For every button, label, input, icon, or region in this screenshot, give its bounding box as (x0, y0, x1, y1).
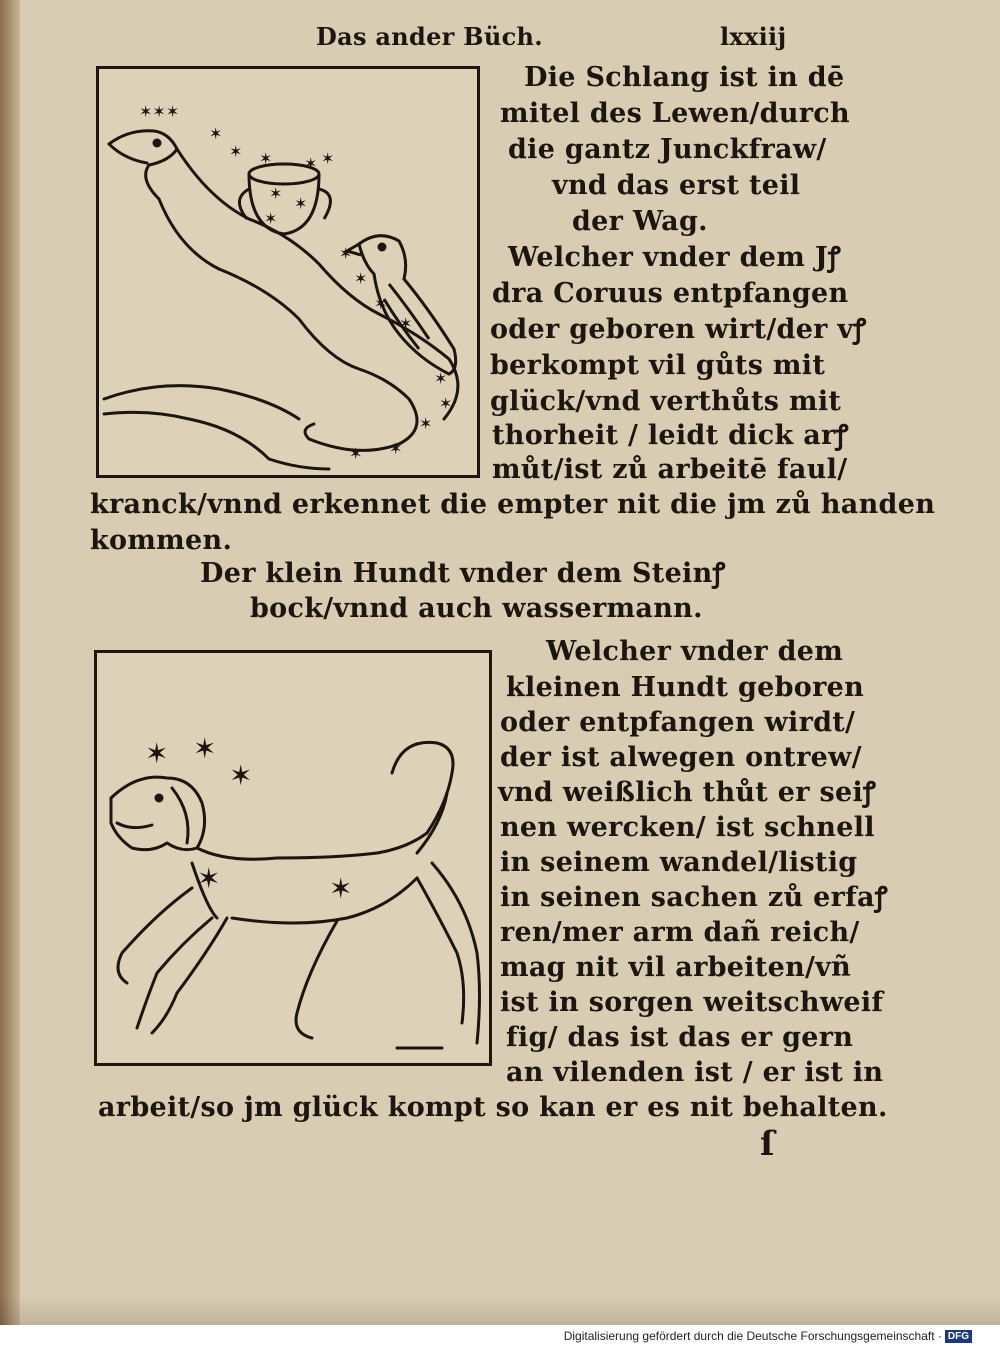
snake-text-line-12: můt/ist zů arbeitē faul/ (492, 454, 848, 485)
svg-text:✶: ✶ (439, 394, 453, 413)
svg-text:✶: ✶ (229, 142, 243, 161)
svg-text:✶: ✶ (399, 314, 413, 333)
svg-text:✶: ✶ (321, 149, 335, 168)
svg-text:✶: ✶ (259, 149, 273, 168)
snake-constellation-icon (99, 69, 477, 475)
svg-text:✶: ✶ (264, 209, 278, 228)
svg-text:✶: ✶ (434, 369, 448, 388)
cup-icon (239, 164, 330, 234)
dog-heading-line-1: Der klein Hundt vnder dem Steinꝭ (200, 558, 726, 589)
svg-text:✶: ✶ (209, 124, 223, 143)
svg-text:✶: ✶ (193, 732, 217, 765)
dog-woodcut (94, 650, 492, 1066)
dog-heading-line-2: bock/vnnd auch wassermann. (250, 593, 703, 624)
dog-text-line-5: vnd weißlich thůt er seiꝭ (498, 777, 877, 808)
snake-text-line-14: kommen. (90, 525, 233, 556)
dog-text-line-14: arbeit/so jm glück kompt so kan er es nit behalten. (98, 1092, 888, 1123)
snake-text-line-8: oder geboren wirt/der vꝭ (490, 314, 867, 345)
credit-text: Digitalisierung gefördert durch die Deutsche Forschungsgemeinschaft · (563, 1329, 942, 1343)
snake-text-line-9: berkompt vil gůts mit (490, 350, 826, 381)
svg-text:✶: ✶ (389, 439, 403, 458)
snake-text-line-2: mitel des Lewen/durch (500, 98, 850, 129)
svg-text:✶✶✶: ✶✶✶ (139, 102, 180, 121)
snake-raven-woodcut (96, 66, 480, 478)
svg-text:✶: ✶ (419, 414, 433, 433)
dog-text-line-9: ren/mer arm dañ reich/ (500, 917, 860, 948)
snake-text-line-1: Die Schlang ist in dē (524, 62, 845, 93)
folio-number: lxxiij (720, 22, 787, 51)
dog-text-line-1: Welcher vnder dem (546, 636, 844, 667)
snake-text-line-5: der Wag. (572, 206, 708, 237)
dog-text-line-10: mag nit vil arbeiten/vñ (500, 952, 852, 983)
svg-text:✶: ✶ (269, 184, 283, 203)
svg-text:✶: ✶ (229, 759, 253, 792)
dog-constellation-icon (97, 653, 489, 1063)
credit-text-wrap (564, 1329, 972, 1343)
svg-text:✶: ✶ (374, 294, 388, 313)
book-spine (0, 0, 20, 1325)
snake-text-line-3: die gantz Junckfraw/ (508, 134, 827, 165)
svg-text:✶: ✶ (329, 872, 353, 905)
dog-text-line-13: an vilenden ist / er ist in (506, 1057, 884, 1088)
dog-text-line-3: oder entpfangen wirdt/ (500, 707, 856, 738)
dog-text-line-6: nen wercken/ ist schnell (500, 812, 875, 843)
svg-text:✶: ✶ (339, 244, 353, 263)
snake-text-line-6: Welcher vnder dem Jꝭ (508, 242, 842, 273)
dog-text-line-12: fig/ das ist das er gern (506, 1022, 854, 1053)
snake-text-line-13: kranck/vnnd erkennet die empter nit die jm zů handen (90, 489, 936, 520)
dog-text-line-11: ist in sorgen weitschweif (500, 987, 884, 1018)
credit-bar (0, 1325, 1000, 1350)
dog-text-line-2: kleinen Hundt geboren (506, 672, 865, 703)
snake-text-line-4: vnd das erst teil (552, 170, 801, 201)
dfg-logo[interactable]: DFG (945, 1330, 972, 1343)
dog-text-line-4: der ist alwegen ontrew/ (500, 742, 862, 773)
snake-text-line-10: glück/vnd verthůts mit (490, 386, 842, 417)
snake-text-line-7: dra Coruus entpfangen (492, 278, 849, 309)
page-bottom-shadow (0, 1295, 1000, 1325)
dog-text-line-8: in seinen sachen zů erfaꝭ (500, 882, 888, 913)
svg-text:✶: ✶ (294, 194, 308, 213)
svg-text:✶: ✶ (145, 737, 169, 770)
dog-text-line-7: in seinem wandel/listig (500, 847, 858, 878)
catchword: ſ (760, 1124, 775, 1164)
svg-text:✶: ✶ (304, 154, 318, 173)
svg-text:✶: ✶ (349, 444, 363, 463)
running-title: Das ander Büch. (316, 22, 543, 51)
svg-text:✶: ✶ (197, 862, 221, 895)
snake-text-line-11: thorheit / leidt dick arꝭ (492, 420, 849, 451)
svg-text:✶: ✶ (354, 269, 368, 288)
